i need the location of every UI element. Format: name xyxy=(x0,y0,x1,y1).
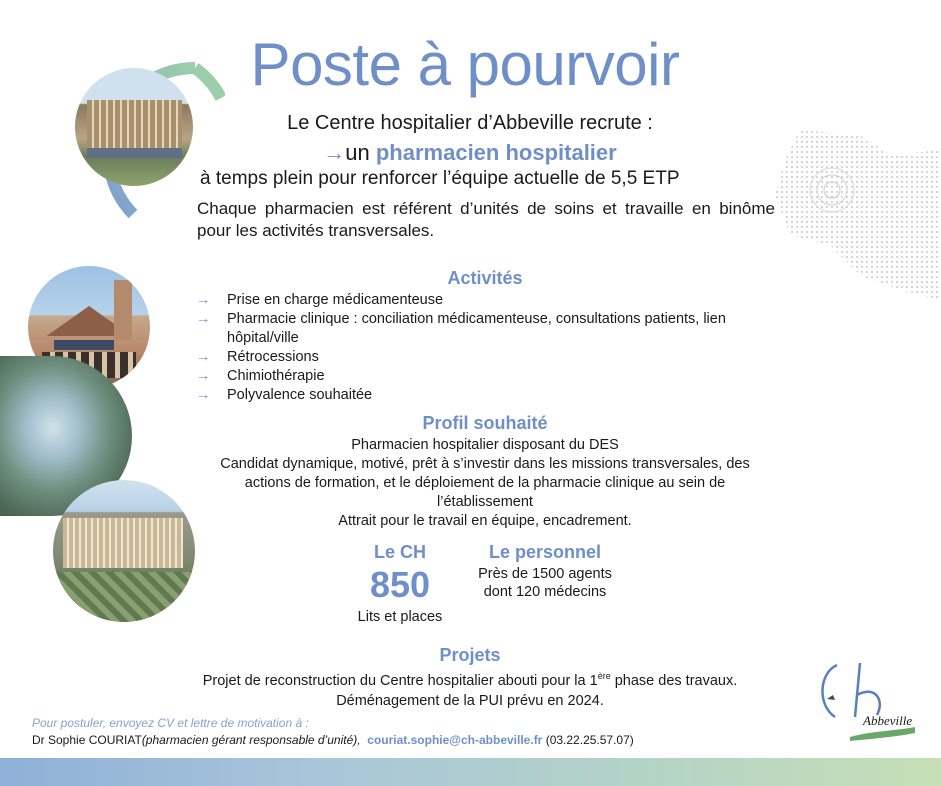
beds-count: 850 xyxy=(369,564,431,605)
footer-gradient-band xyxy=(0,758,941,786)
contact-name: Dr Sophie COURIAT xyxy=(32,733,142,747)
list-item xyxy=(196,348,781,367)
hospital-building-photo xyxy=(75,68,193,186)
contact-email-link[interactable]: couriat.sophie@ch-abbeville.fr xyxy=(367,733,543,747)
projects-line1-before: Projet de reconstruction du Centre hospitalier abouti pour la 1 xyxy=(202,672,598,689)
arrow-right-icon: → xyxy=(196,292,211,308)
arrow-right-icon: → xyxy=(196,349,211,365)
profile-line: Candidat dynamique, motivé, prêt à s’investir dans les missions transversales, des actions de formation, et le déploiement de la pharmacie clinique au sein de l’établissement xyxy=(220,456,750,510)
list-item xyxy=(196,386,781,405)
logo-text: Abbeville xyxy=(863,713,913,728)
contact-role: (pharmacien gérant responsable d’unité), xyxy=(141,733,361,747)
profile-title: Profil souhaité xyxy=(422,413,548,433)
ch-title: Le CH xyxy=(373,542,426,562)
job-schedule: à temps plein pour renforcer l’équipe actuelle de 5,5 ETP xyxy=(200,168,680,189)
activity-text: Rétrocessions xyxy=(227,349,319,365)
activity-text: Prise en charge médicamenteuse xyxy=(227,292,444,308)
profile-text xyxy=(200,436,770,531)
apply-instructions: Pour postuler, envoyez CV et lettre de motivation à : xyxy=(32,716,309,730)
region-map-decoration xyxy=(770,125,941,305)
job-description: Chaque pharmacien est référent d’unités de soins et travaille en binôme pour les activités transversales. xyxy=(197,199,775,241)
contact-phone: (03.22.25.57.07) xyxy=(545,733,634,747)
ch-abbeville-logo-icon xyxy=(815,655,925,745)
activity-text: Pharmacie clinique : conciliation médicamenteuse, consultations patients, lien hôpital/ville xyxy=(227,311,726,346)
arrow-right-icon: → xyxy=(196,311,211,327)
projects-text xyxy=(160,666,780,711)
recruit-intro: Le Centre hospitalier d’Abbeville recrute : xyxy=(287,112,653,134)
staff-title: Le personnel xyxy=(488,542,602,562)
beds-caption: Lits et places xyxy=(357,609,443,625)
projects-line1-after: phase des travaux. xyxy=(610,672,738,689)
arrow-right-icon: → xyxy=(323,140,346,165)
activities-list xyxy=(196,291,781,405)
activity-text: Polyvalence souhaitée xyxy=(227,387,373,403)
hospital-aerial-photo xyxy=(53,480,195,622)
list-item xyxy=(196,291,781,310)
list-item xyxy=(196,367,781,386)
projects-line: Déménagement de la PUI prévu en 2024. xyxy=(336,692,604,709)
list-item xyxy=(196,310,781,348)
job-role-line xyxy=(250,140,690,166)
projects-line1-sup: ère xyxy=(597,671,611,681)
page-title: Poste à pourvoir xyxy=(250,31,680,98)
profile-line: Pharmacien hospitalier disposant du DES xyxy=(351,437,619,453)
arrow-right-icon: → xyxy=(196,387,211,403)
role-prefix: un xyxy=(345,140,376,165)
staff-agents: Près de 1500 agents xyxy=(478,566,612,582)
profile-line: Attrait pour le travail en équipe, encadrement. xyxy=(338,513,632,529)
activities-title: Activités xyxy=(447,268,523,288)
projects-title: Projets xyxy=(439,645,501,665)
projects-line xyxy=(160,666,780,691)
activity-text: Chimiothérapie xyxy=(227,368,325,384)
staff-text xyxy=(460,565,630,601)
arrow-right-icon: → xyxy=(196,368,211,384)
job-role: pharmacien hospitalier xyxy=(375,140,617,165)
staff-doctors: dont 120 médecins xyxy=(483,584,607,600)
contact-line xyxy=(32,733,732,747)
